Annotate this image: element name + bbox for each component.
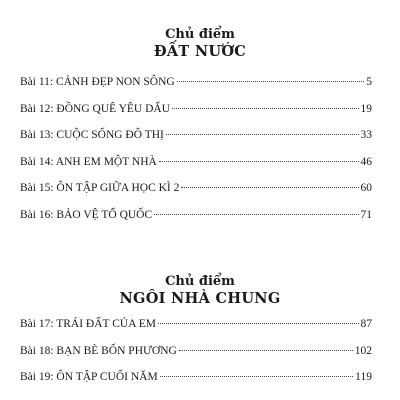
- toc-entry-page: 33: [360, 129, 372, 141]
- dot-leader: [154, 214, 358, 215]
- toc-entry[interactable]: [20, 129, 372, 156]
- dot-leader: [159, 161, 359, 162]
- toc-entry-label: Bài 12: ĐỒNG QUÊ YÊU DẤU: [20, 102, 171, 115]
- dot-leader: [181, 187, 358, 188]
- toc-entry-label: Bài 14: ANH EM MỘT NHÀ: [20, 155, 157, 168]
- toc-entry-label: Bài 16: BẢO VỆ TỔ QUỐC: [20, 208, 153, 221]
- toc-entry[interactable]: [20, 345, 372, 372]
- toc-entry-page: 71: [360, 208, 372, 221]
- toc-list-ngoi-nha-chung: [20, 318, 372, 398]
- section-heading-dat-nuoc: [0, 27, 400, 61]
- section-heading-ngoi-nha-chung: [0, 274, 400, 308]
- section-title: ĐẤT NƯỚC: [153, 43, 247, 60]
- toc-entry[interactable]: [20, 76, 372, 103]
- dot-leader: [179, 350, 353, 351]
- toc-entry-label: Bài 11: CẢNH ĐẸP NON SÔNG: [20, 76, 175, 88]
- section-subtitle: Chủ điểm: [165, 27, 235, 42]
- toc-entry[interactable]: [20, 103, 372, 130]
- toc-entry[interactable]: [20, 371, 372, 398]
- toc-entry[interactable]: [20, 182, 372, 209]
- toc-entry-label: Bài 18: BẠN BÈ BỐN PHƯƠNG: [20, 344, 177, 357]
- toc-entry[interactable]: [20, 318, 372, 345]
- toc-entry-page: 19: [360, 102, 372, 115]
- toc-list-dat-nuoc: [20, 76, 372, 235]
- toc-entry-page: 46: [360, 155, 372, 168]
- dot-leader: [158, 323, 359, 324]
- toc-entry-page: 60: [360, 182, 372, 194]
- toc-entry-page: 5: [366, 76, 372, 88]
- toc-entry-page: 87: [360, 318, 372, 330]
- dot-leader: [177, 81, 365, 82]
- toc-entry[interactable]: [20, 209, 372, 236]
- toc-entry[interactable]: [20, 156, 372, 183]
- toc-entry-label: Bài 19: ÔN TẬP CUỐI NĂM: [20, 371, 158, 383]
- section-subtitle: Chủ điểm: [165, 274, 235, 289]
- toc-entry-page: 119: [355, 371, 372, 383]
- dot-leader: [160, 376, 353, 377]
- section-title: NGÔI NHÀ CHUNG: [119, 290, 281, 307]
- toc-entry-page: 102: [354, 344, 372, 357]
- toc-entry-label: Bài 15: ÔN TẬP GIỮA HỌC KÌ 2: [20, 182, 180, 194]
- dot-leader: [166, 134, 359, 135]
- toc-entry-label: Bài 13: CUỘC SỐNG ĐÔ THỊ: [20, 129, 164, 141]
- dot-leader: [172, 108, 358, 109]
- toc-entry-label: Bài 17: TRÁI ĐẤT CỦA EM: [20, 318, 156, 330]
